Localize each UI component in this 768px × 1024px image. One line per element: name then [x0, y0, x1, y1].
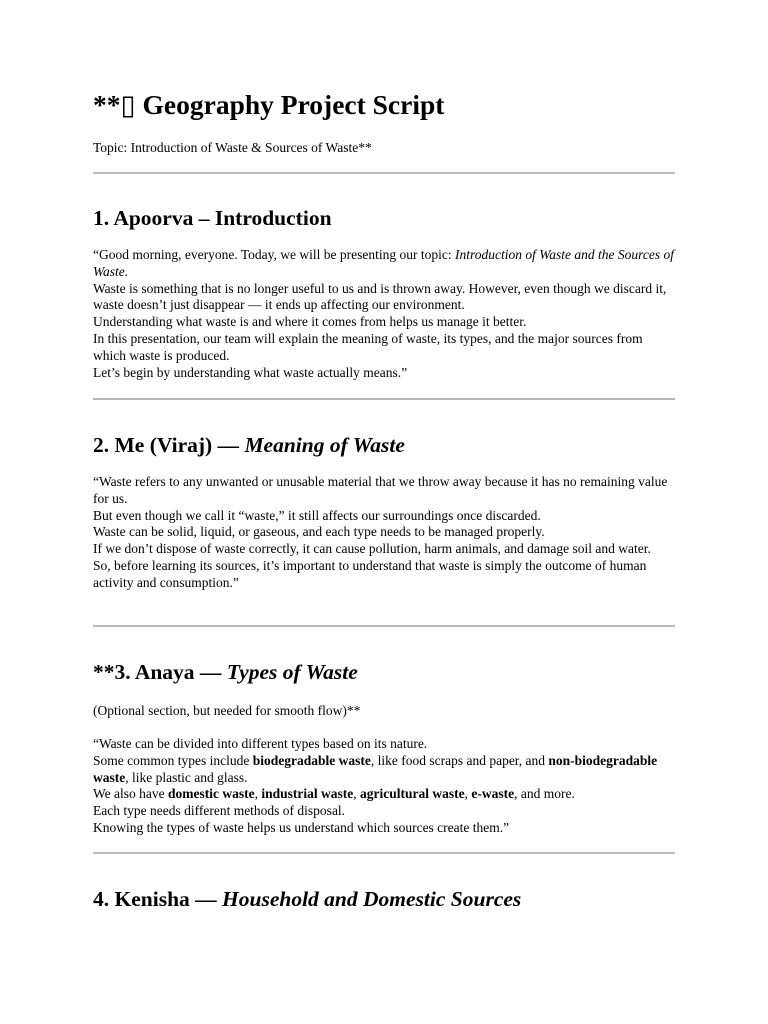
title-prefix: ** [93, 89, 121, 120]
paragraph-line [93, 247, 675, 281]
text-run: , like food scraps and paper, and [370, 752, 549, 768]
heading-italic-text: Types of Waste [226, 660, 358, 684]
bold-term: industrial waste [261, 786, 354, 802]
title-text: Geography Project Script [135, 89, 445, 120]
text-run: “Good morning, everyone. Today, we will be presenting our topic: [93, 247, 455, 262]
divider [93, 625, 675, 627]
heading-text: 4. Kenisha — [93, 887, 223, 911]
paragraph-line: Waste is something that is no longer useful to us and is thrown away. However, even though we discard it, waste doesn’t just disappear — it ends up affecting our environment. [93, 280, 667, 313]
missing-glyph-icon: ▯ [120, 89, 136, 120]
bold-term: domestic waste [168, 786, 255, 802]
paragraph-line: “Waste refers to any unwanted or unusable material that we throw away because it has no remaining value for us. [93, 474, 668, 506]
paragraph-line: Knowing the types of waste helps us understand which sources create them.” [93, 819, 510, 835]
text-run: , [353, 786, 361, 802]
text-run: , [464, 786, 472, 802]
text-run: , like plastic and glass. [125, 769, 248, 785]
bold-term: biodegradable waste [252, 752, 371, 768]
bold-term: e-waste [471, 786, 515, 802]
section-1-body [93, 247, 675, 381]
topic-title-italic: Introduction of Waste and the Sources of Waste. [93, 247, 674, 279]
bold-term: agricultural waste [360, 786, 465, 802]
section-3-body [93, 736, 675, 837]
section-3-heading [93, 658, 358, 686]
paragraph-line: But even though we call it “waste,” it still affects our surroundings once discarded. [93, 507, 541, 523]
document-subtitle: Topic: Introduction of Waste & Sources of Waste** [93, 140, 372, 155]
bold-term: non-biodegradable waste [93, 752, 658, 785]
text-run: , and more. [514, 786, 575, 802]
heading-italic-text: Meaning of Waste [244, 433, 405, 457]
text-run: Some common types include [93, 752, 253, 768]
paragraph-line: In this presentation, our team will explain the meaning of waste, its types, and the major sources from which waste is produced. [93, 330, 643, 363]
paragraph-line: So, before learning its sources, it’s important to understand that waste is simply the outcome of human activity and consumption.” [93, 557, 647, 590]
document-title [93, 86, 444, 124]
paragraph-line [93, 786, 675, 803]
heading-text: **3. Anaya — [93, 660, 227, 684]
section-4-heading [93, 885, 521, 913]
section-3-note: (Optional section, but needed for smooth flow)** [93, 703, 361, 718]
paragraph-line: Understanding what waste is and where it comes from helps us manage it better. [93, 314, 527, 330]
section-2-body [93, 474, 675, 592]
divider [93, 172, 675, 174]
text-run: We also have [93, 786, 169, 802]
divider [93, 398, 675, 400]
section-1-heading: 1. Apoorva – Introduction [93, 206, 332, 230]
paragraph-line: Let’s begin by understanding what waste actually means.” [93, 364, 408, 380]
heading-italic-text: Household and Domestic Sources [222, 887, 522, 911]
paragraph-line: Waste can be solid, liquid, or gaseous, and each type needs to be managed properly. [93, 524, 545, 540]
section-2-heading [93, 431, 405, 459]
text-run: , [254, 786, 262, 802]
heading-text: 2. Me (Viraj) — [93, 433, 245, 457]
paragraph-line [93, 753, 675, 787]
paragraph-line: Each type needs different methods of disposal. [93, 803, 346, 819]
paragraph-line: “Waste can be divided into different types based on its nature. [93, 736, 428, 751]
divider [93, 852, 675, 854]
paragraph-line: If we don’t dispose of waste correctly, it can cause pollution, harm animals, and damage soil and water. [93, 541, 651, 557]
